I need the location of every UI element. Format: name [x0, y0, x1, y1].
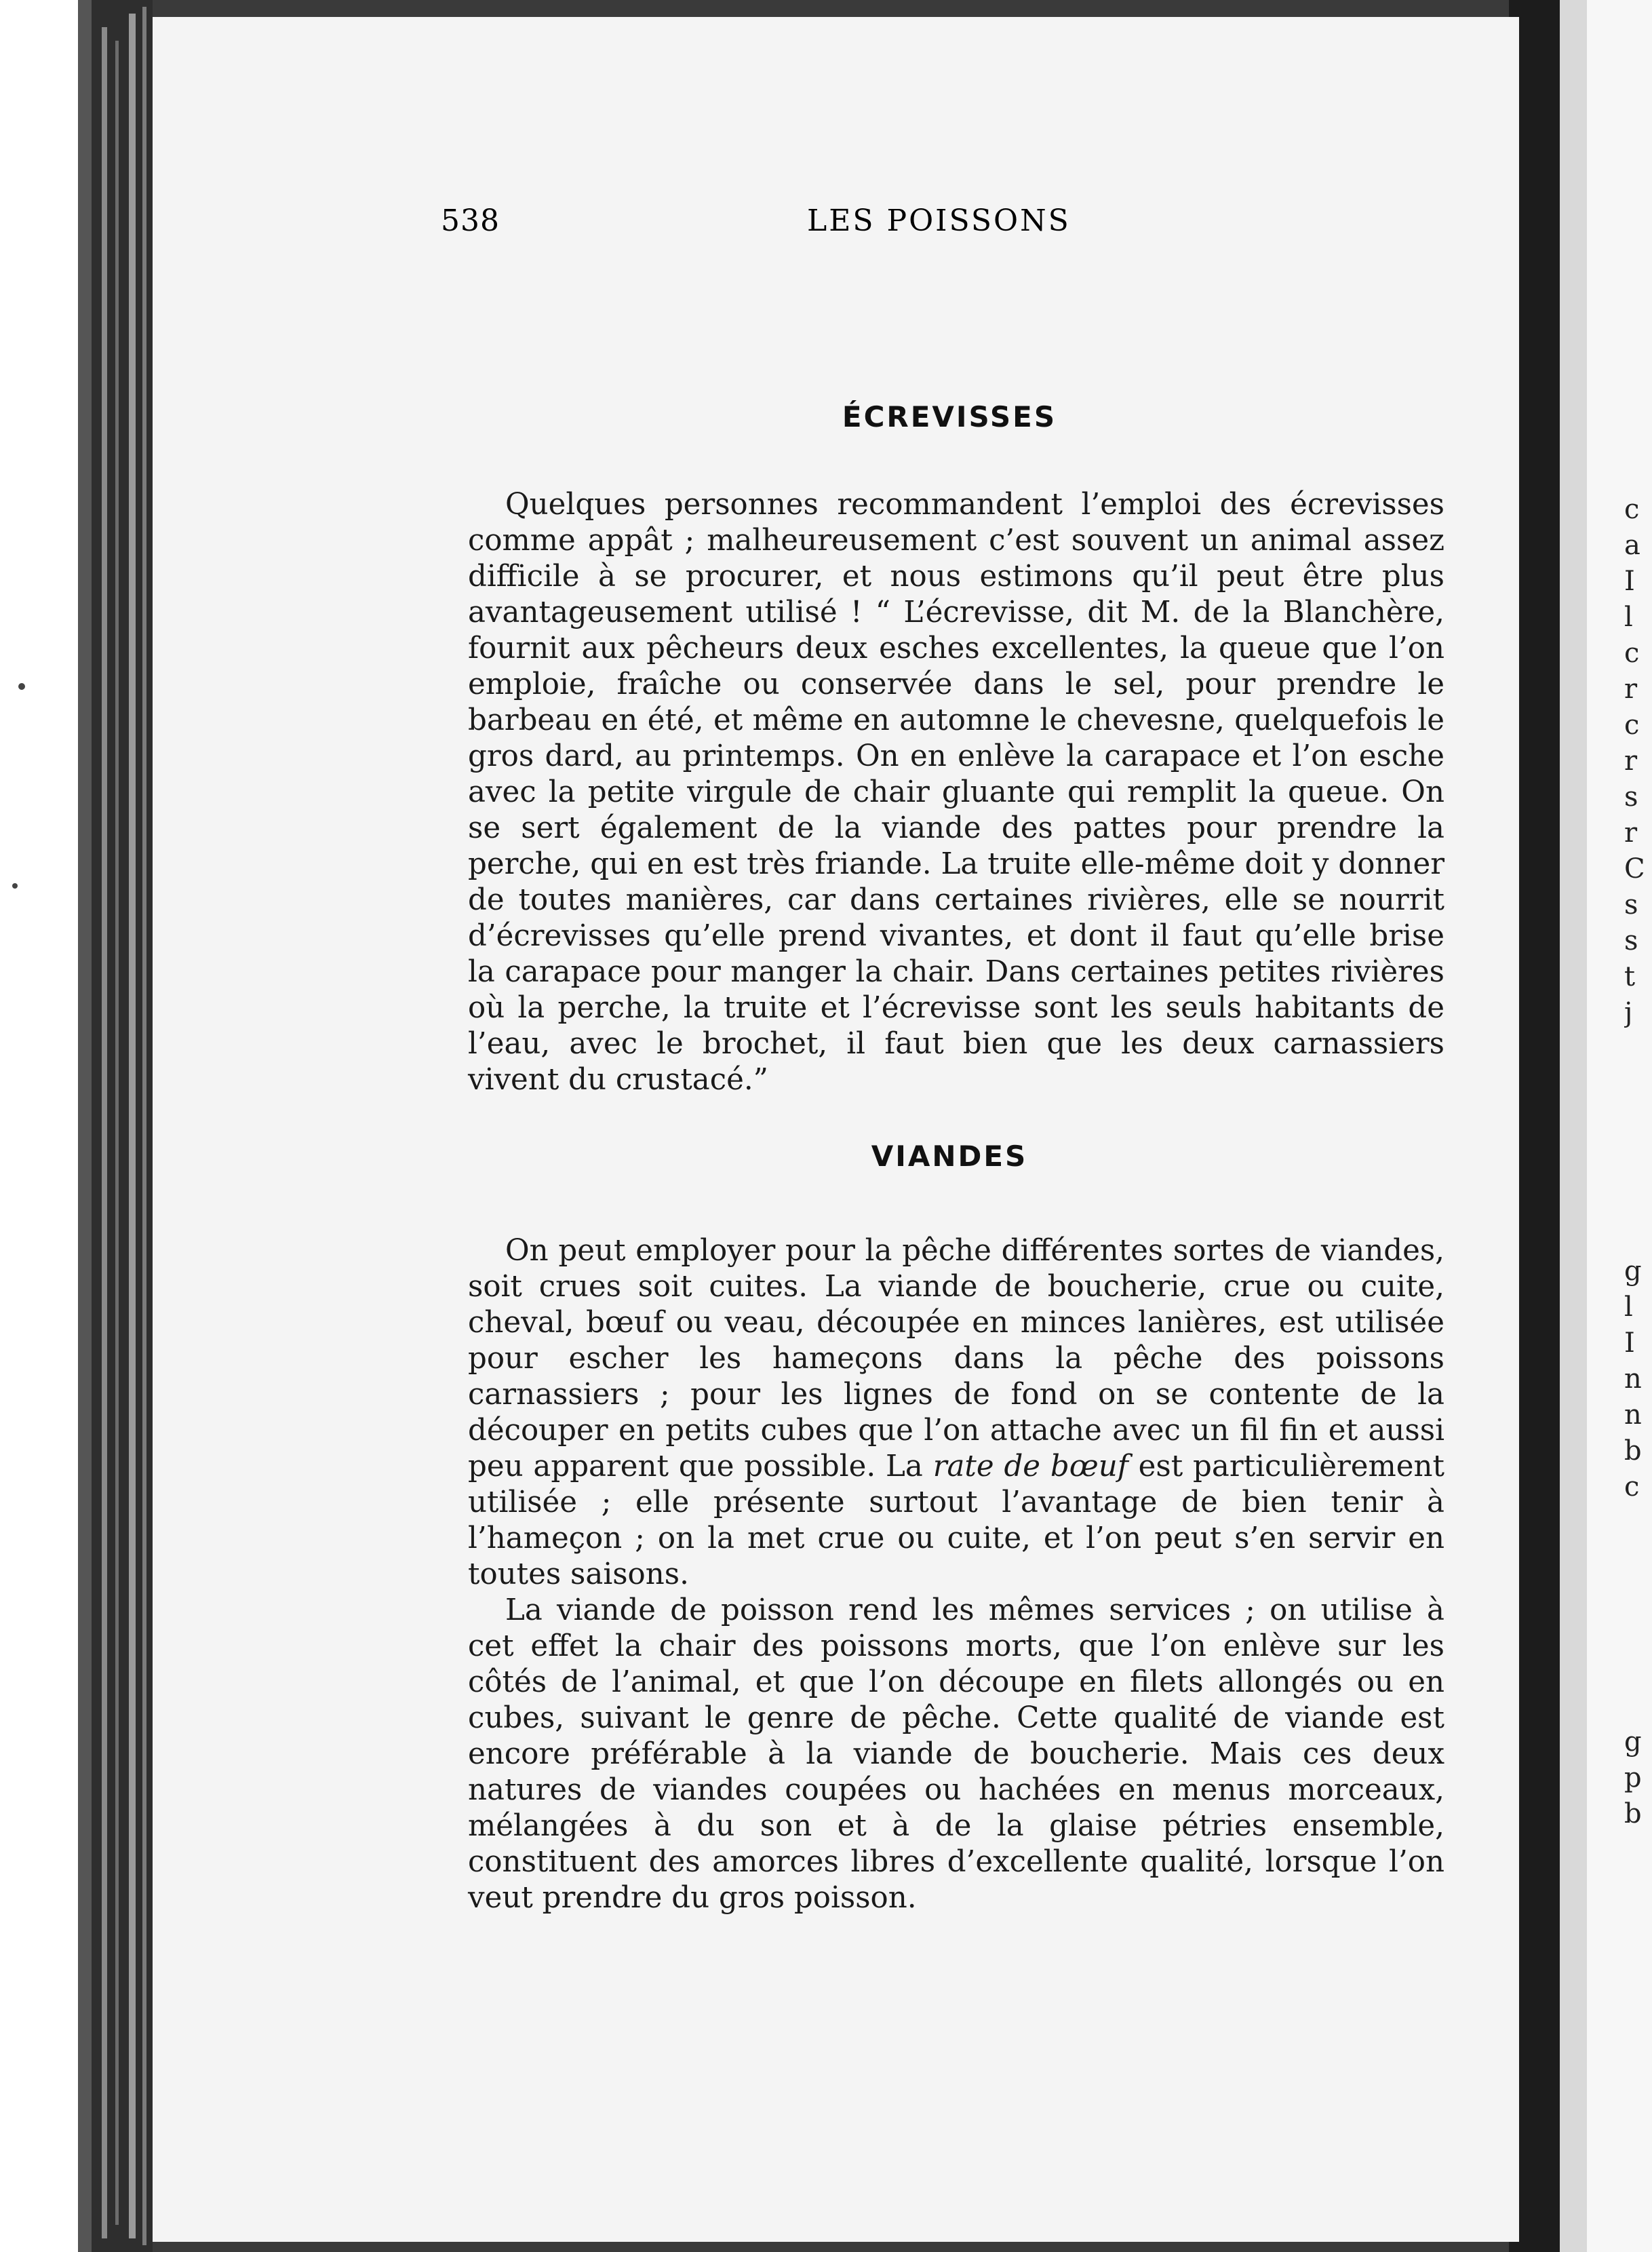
fragment: c — [1624, 1471, 1640, 1502]
fragment: C — [1624, 853, 1645, 885]
fragment: n — [1624, 1363, 1642, 1395]
fragment: b — [1624, 1798, 1642, 1829]
fragment: l — [1624, 1292, 1633, 1323]
fragment: r — [1624, 817, 1638, 849]
fragment: c — [1624, 710, 1640, 741]
running-title: LES POISSONS — [807, 203, 1071, 238]
fragment: s — [1624, 781, 1638, 813]
page-number: 538 — [441, 203, 500, 238]
section-heading-ecrevisses: ÉCREVISSES — [842, 400, 1057, 433]
paragraph: La viande de poisson rend les mêmes services ; on utilise à cet effet la chair des poissons morts, que l’on enlève sur les côtés de l’animal, et que l’on découpe en filets allongés ou en cubes, suivant le genre de pêche. Cette qualité de viande est encore préférable à la viande de boucherie. Mais ces deux natures de viandes coupées ou hachées en menus morceaux, mélangées à du son et à de la glaise pétries ensemble, constituent des amorces libres d’excellente qualité, lorsque l’on veut prendre du gros poisson. — [468, 1593, 1444, 1915]
section-body-viandes — [468, 1233, 1444, 1916]
fragment: s — [1624, 925, 1638, 956]
fragment: j — [1624, 997, 1633, 1028]
emphasis-text: rate de bœuf — [932, 1450, 1128, 1483]
fragment: I — [1624, 1327, 1635, 1359]
fragment: n — [1624, 1399, 1642, 1431]
fragment: c — [1624, 494, 1640, 525]
paragraph: Quelques personnes recommandent l’emploi des écrevisses comme appât ; malheureusement c’est souvent un animal assez difficile à se procurer, et nous estimons qu’il peut être plus avantageusement utilisé ! “ L’écrevisse, dit M. de la Blanchère, fournit aux pêcheurs deux esches excellentes, la queue que l’on emploie, fraîche ou conservée dans le sel, pour prendre le barbeau en été, et même en automne le chevesne, quelquefois le gros dard, au printemps. On en enlève la carapace et l’on esche avec la petite virgule de chair gluante qui remplit la queue. On se sert également de la viande des pattes pour prendre la perche, qui en est très friande. La truite elle-même doit y donner de toutes manières, car dans certaines rivières, elle se nourrit d’écrevisses qu’elle prend vivantes, et dont il faut qu’elle brise la carapace pour manger la chair. Dans certaines petites rivières où la perche, la truite et l’écrevisse sont les seuls habitants de l’eau, avec le brochet, il faut bien que les deux carnassiers vivent du crustacé.” — [468, 488, 1444, 1097]
fragment: l — [1624, 602, 1633, 633]
fragment: s — [1624, 889, 1638, 920]
fragment: g — [1624, 1256, 1642, 1287]
paragraph-text: est particulièrement utilisée ; elle présente surtout l’avantage de bien tenir à l’hameçon ; on la met crue ou cuite, et l’on peut s’en servir en toutes saisons. — [468, 1450, 1444, 1591]
fragment: t — [1624, 961, 1636, 992]
running-header — [441, 203, 1441, 258]
fragment: r — [1624, 745, 1638, 777]
paragraph — [468, 1233, 1444, 1593]
fragment: I — [1624, 566, 1635, 597]
fragment: r — [1624, 674, 1638, 705]
fragment: g — [1624, 1726, 1642, 1758]
section-body-ecrevisses — [468, 487, 1444, 1098]
fragment: b — [1624, 1435, 1642, 1467]
fragment: p — [1624, 1762, 1642, 1793]
fragment: c — [1624, 638, 1640, 669]
section-heading-viandes: VIANDES — [871, 1140, 1028, 1173]
paragraph-text: On peut employer pour la pêche différentes sortes de viandes, soit crues soit cuites. La viande de boucherie, crue ou cuite, cheval, bœuf ou veau, découpée en minces lanières, est utilisée pour escher les hameçons dans la pêche des poissons carnassiers ; pour les lignes de fond on se contente de la découper en petits cubes que l’on attache avec un fil fin et aussi peu apparent que possible. La — [468, 1234, 1444, 1483]
fragment: a — [1624, 530, 1640, 561]
